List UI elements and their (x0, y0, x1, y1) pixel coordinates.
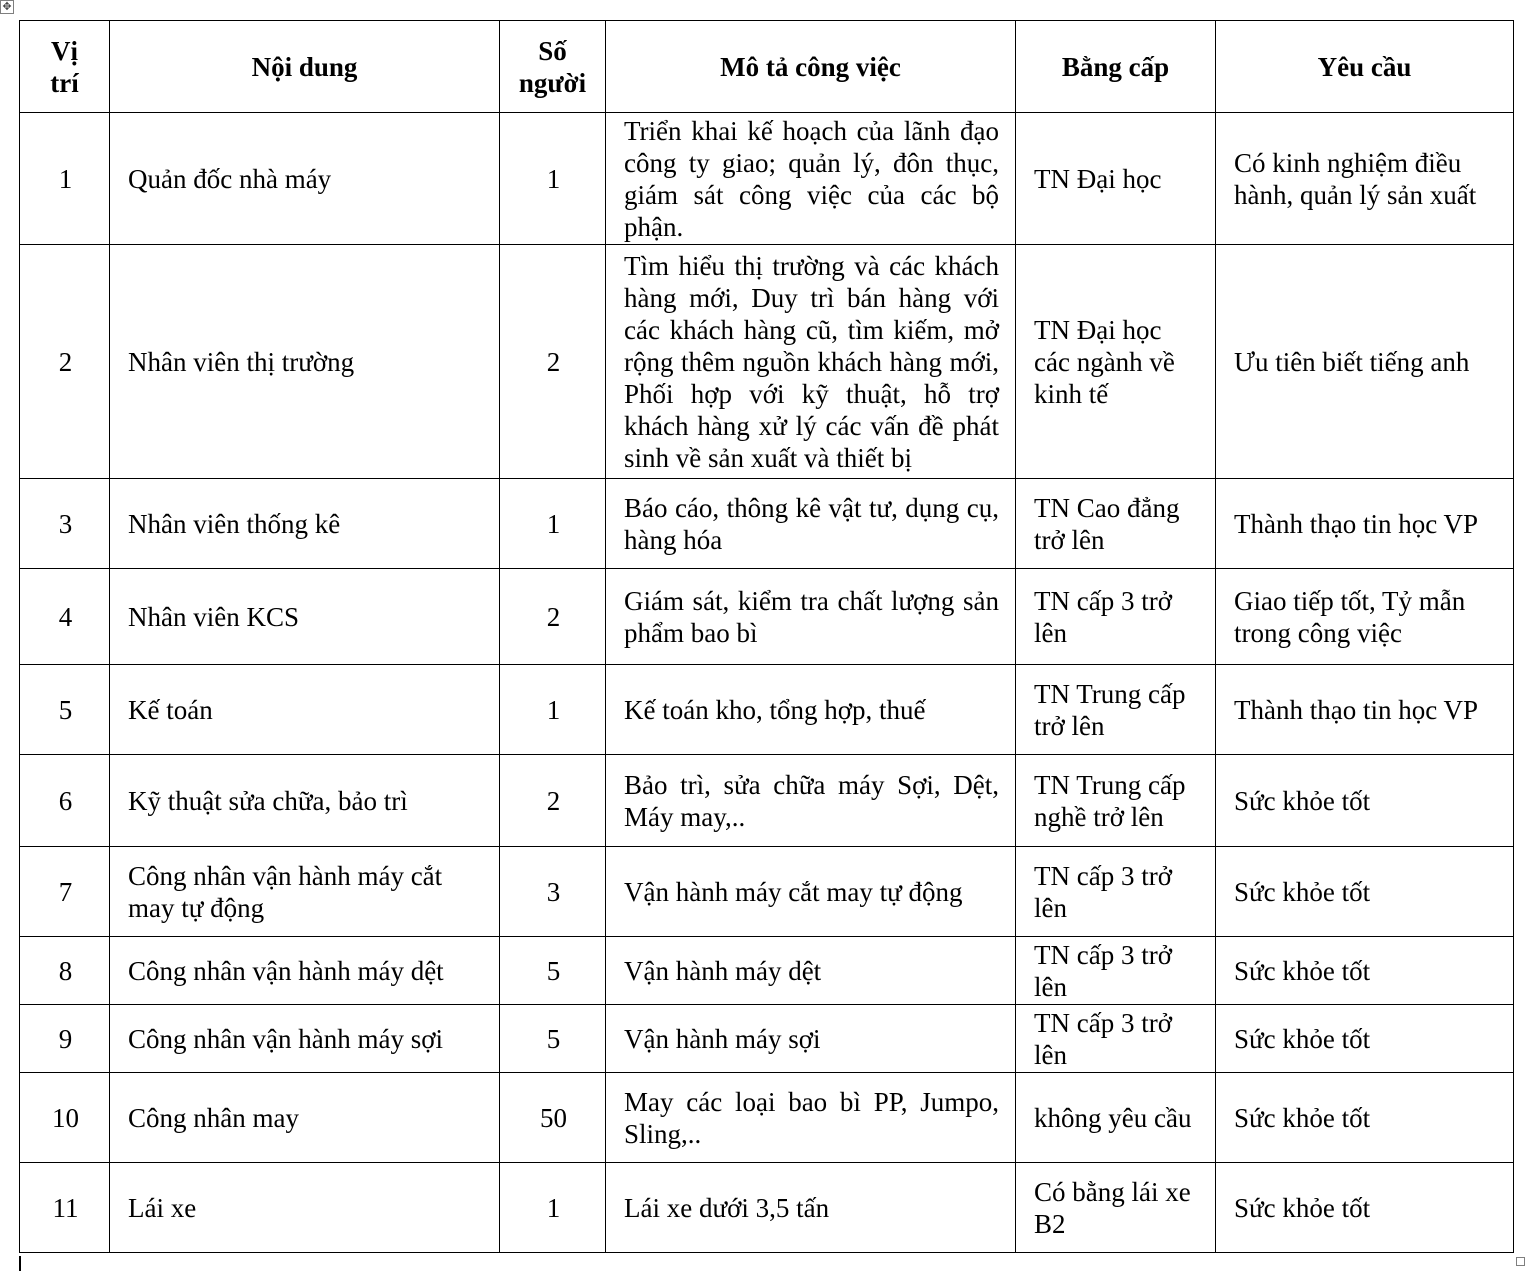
cell-degree: TN Cao đẳng trở lên (1016, 479, 1216, 569)
cell-degree: TN cấp 3 trở lên (1016, 847, 1216, 937)
table-row (20, 1005, 1514, 1073)
cell-count: 5 (500, 937, 606, 1005)
table-row (20, 569, 1514, 665)
cell-count: 1 (500, 1163, 606, 1253)
table-row (20, 937, 1514, 1005)
cell-content: Nhân viên KCS (110, 569, 500, 665)
cell-position: 8 (20, 937, 110, 1005)
cell-count: 2 (500, 245, 606, 479)
cell-count: 1 (500, 113, 606, 245)
header-content: Nội dung (110, 21, 500, 113)
table-row (20, 847, 1514, 937)
cell-description: Kế toán kho, tổng hợp, thuế (606, 665, 1016, 755)
cell-description: Báo cáo, thông kê vật tư, dụng cụ, hàng hóa (606, 479, 1016, 569)
cell-degree: TN Trung cấp trở lên (1016, 665, 1216, 755)
cell-content: Kế toán (110, 665, 500, 755)
cell-content: Công nhân vận hành máy dệt (110, 937, 500, 1005)
cell-description: Bảo trì, sửa chữa máy Sợi, Dệt, Máy may,.. (606, 755, 1016, 847)
header-row (20, 21, 1514, 113)
table-row (20, 1163, 1514, 1253)
cell-description: Vận hành máy cắt may tự động (606, 847, 1016, 937)
table-move-handle-icon[interactable]: ✥ (0, 0, 14, 14)
cell-position: 1 (20, 113, 110, 245)
cell-content: Công nhân vận hành máy sợi (110, 1005, 500, 1073)
cell-requirement: Thành thạo tin học VP (1216, 479, 1514, 569)
table-row (20, 1073, 1514, 1163)
table-row (20, 665, 1514, 755)
cell-requirement: Sức khỏe tốt (1216, 1163, 1514, 1253)
cell-degree: Có bằng lái xe B2 (1016, 1163, 1216, 1253)
cell-requirement: Sức khỏe tốt (1216, 937, 1514, 1005)
cell-degree: TN Đại học (1016, 113, 1216, 245)
cell-content: Nhân viên thống kê (110, 479, 500, 569)
cell-degree: TN Trung cấp nghề trở lên (1016, 755, 1216, 847)
cell-description: Vận hành máy dệt (606, 937, 1016, 1005)
cell-description: Tìm hiểu thị trường và các khách hàng mới, Duy trì bán hàng với các khách hàng cũ, tìm kiếm, mở rộng thêm nguồn khách hàng mới, Phối hợp với kỹ thuật, hỗ trợ khách hàng xử lý các vấn đề phát sinh về sản xuất và thiết bị (606, 245, 1016, 479)
cell-requirement: Ưu tiên biết tiếng anh (1216, 245, 1514, 479)
cell-requirement: Sức khỏe tốt (1216, 1005, 1514, 1073)
cell-position: 4 (20, 569, 110, 665)
table-resize-handle[interactable] (1516, 1257, 1525, 1266)
cell-requirement: Thành thạo tin học VP (1216, 665, 1514, 755)
cell-content: Công nhân may (110, 1073, 500, 1163)
cell-requirement: Sức khỏe tốt (1216, 1073, 1514, 1163)
table-row (20, 113, 1514, 245)
cell-position: 10 (20, 1073, 110, 1163)
header-degree: Bằng cấp (1016, 21, 1216, 113)
cell-content: Kỹ thuật sửa chữa, bảo trì (110, 755, 500, 847)
cell-position: 3 (20, 479, 110, 569)
table-row (20, 755, 1514, 847)
table-row (20, 245, 1514, 479)
cell-content: Quản đốc nhà máy (110, 113, 500, 245)
header-position: Vị trí (20, 21, 110, 113)
cell-count: 1 (500, 665, 606, 755)
cell-degree: TN cấp 3 trở lên (1016, 1005, 1216, 1073)
cell-degree: TN cấp 3 trở lên (1016, 569, 1216, 665)
cell-requirement: Sức khỏe tốt (1216, 847, 1514, 937)
cell-count: 3 (500, 847, 606, 937)
cell-count: 50 (500, 1073, 606, 1163)
table-row (20, 479, 1514, 569)
cell-requirement: Giao tiếp tốt, Tỷ mẫn trong công việc (1216, 569, 1514, 665)
cell-count: 1 (500, 479, 606, 569)
cell-content: Công nhân vận hành máy cắt may tự động (110, 847, 500, 937)
text-cursor (19, 1256, 21, 1271)
recruitment-table (19, 20, 1514, 1253)
cell-description: Lái xe dưới 3,5 tấn (606, 1163, 1016, 1253)
cell-position: 9 (20, 1005, 110, 1073)
cell-degree: TN Đại học các ngành về kinh tế (1016, 245, 1216, 479)
cell-description: Triển khai kế hoạch của lãnh đạo công ty giao; quản lý, đôn thục, giám sát công việc của các bộ phận. (606, 113, 1016, 245)
cell-position: 2 (20, 245, 110, 479)
cell-description: May các loại bao bì PP, Jumpo, Sling,.. (606, 1073, 1016, 1163)
cell-requirement: Có kinh nghiệm điều hành, quản lý sản xuất (1216, 113, 1514, 245)
cell-position: 11 (20, 1163, 110, 1253)
header-description: Mô tả công việc (606, 21, 1016, 113)
header-count: Số người (500, 21, 606, 113)
cell-position: 5 (20, 665, 110, 755)
header-requirement: Yêu cầu (1216, 21, 1514, 113)
cell-position: 7 (20, 847, 110, 937)
cell-degree: TN cấp 3 trở lên (1016, 937, 1216, 1005)
cell-content: Nhân viên thị trường (110, 245, 500, 479)
cell-position: 6 (20, 755, 110, 847)
cell-description: Giám sát, kiểm tra chất lượng sản phẩm bao bì (606, 569, 1016, 665)
cell-count: 2 (500, 569, 606, 665)
cell-description: Vận hành máy sợi (606, 1005, 1016, 1073)
cell-content: Lái xe (110, 1163, 500, 1253)
cell-count: 2 (500, 755, 606, 847)
cell-count: 5 (500, 1005, 606, 1073)
cell-degree: không yêu cầu (1016, 1073, 1216, 1163)
cell-requirement: Sức khỏe tốt (1216, 755, 1514, 847)
